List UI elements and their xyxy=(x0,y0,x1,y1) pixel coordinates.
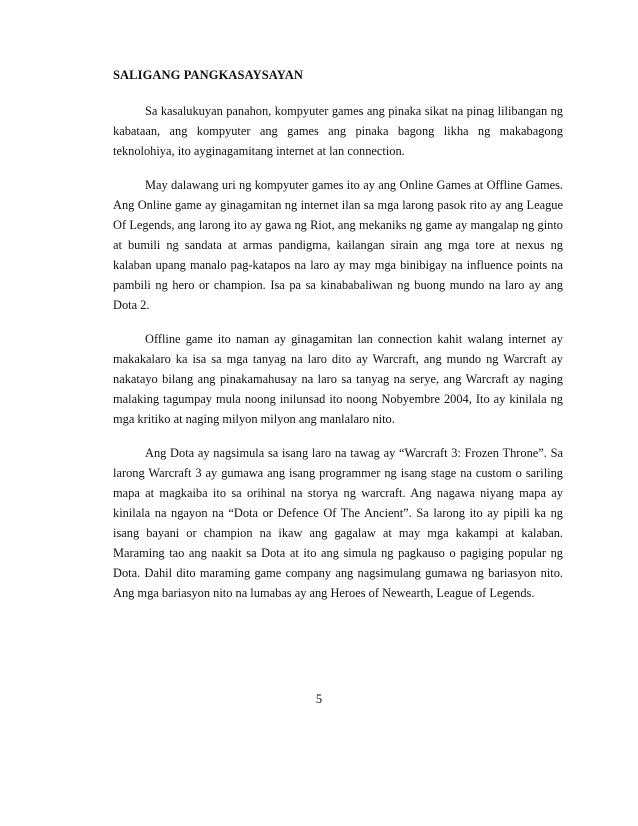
section-heading: SALIGANG PANGKASAYSAYAN xyxy=(113,68,303,82)
paragraph-4: Ang Dota ay nagsimula sa isang laro na tawag ay “Warcraft 3: Frozen Throne”. Sa larong Warcraft 3 ay gumawa ang isang programmer ng isang stage na custom o sariling mapa at magkaiba ito sa orihinal na storya ng warcraft. Ang nagawa niyang mapa ay kinilala na ngayon na “Dota or Defence Of The Ancient”. Sa larong ito ay pipili ka ng isang bayani or champion na ikaw ang gagalaw at may mga kakampi at kalaban. Maraming tao ang naakit sa Dota at ito ang simula ng pagkauso o pagiging popular ng Dota. Dahil dito maraming game company ang nagsimulang gumawa ng bariasyon nito. Ang mga bariasyon nito na lumabas ay ang Heroes of Newearth, League of Legends. xyxy=(113,446,563,600)
page-number: 5 xyxy=(315,692,323,706)
document-body xyxy=(113,101,563,617)
paragraph-1: Sa kasalukuyan panahon, kompyuter games ang pinaka sikat na pinag lilibangan ng kabataan, ang kompyuter ang games ang pinaka bagong likha ng makabagong teknolohiya, ito ayginagamitang internet at lan connection. xyxy=(113,104,563,158)
paragraph-2: May dalawang uri ng kompyuter games ito ay ang Online Games at Offline Games. Ang Online game ay ginagamitan ng internet ilan sa mga larong pasok rito ay ang League Of Legends, ang larong ito ay gawa ng Riot, ang mekaniks ng game ay mangalap ng ginto at bumili ng sandata at armas pandigma, kailangan sirain ang mga tore at nexus ng kalaban upang manalo pag-katapos na laro ay may mga binibigay na influence points na pambili ng hero or champion. Isa pa sa kinababaliwan ng buong mundo na laro ay ang Dota 2. xyxy=(113,178,563,312)
paragraph-3: Offline game ito naman ay ginagamitan lan connection kahit walang internet ay makakalaro ka isa sa mga tanyag na laro dito ay Warcraft, ang mundo ng Warcraft ay nakatayo bilang ang pinakamahusay na laro sa tanyag na serye, ang Warcraft ay naging malaking tagumpay mula noong inilunsad ito noong Nobyembre 2004, Ito ay kinilala ng mga kritiko at naging milyon milyon ang manlalaro nito. xyxy=(113,332,563,426)
